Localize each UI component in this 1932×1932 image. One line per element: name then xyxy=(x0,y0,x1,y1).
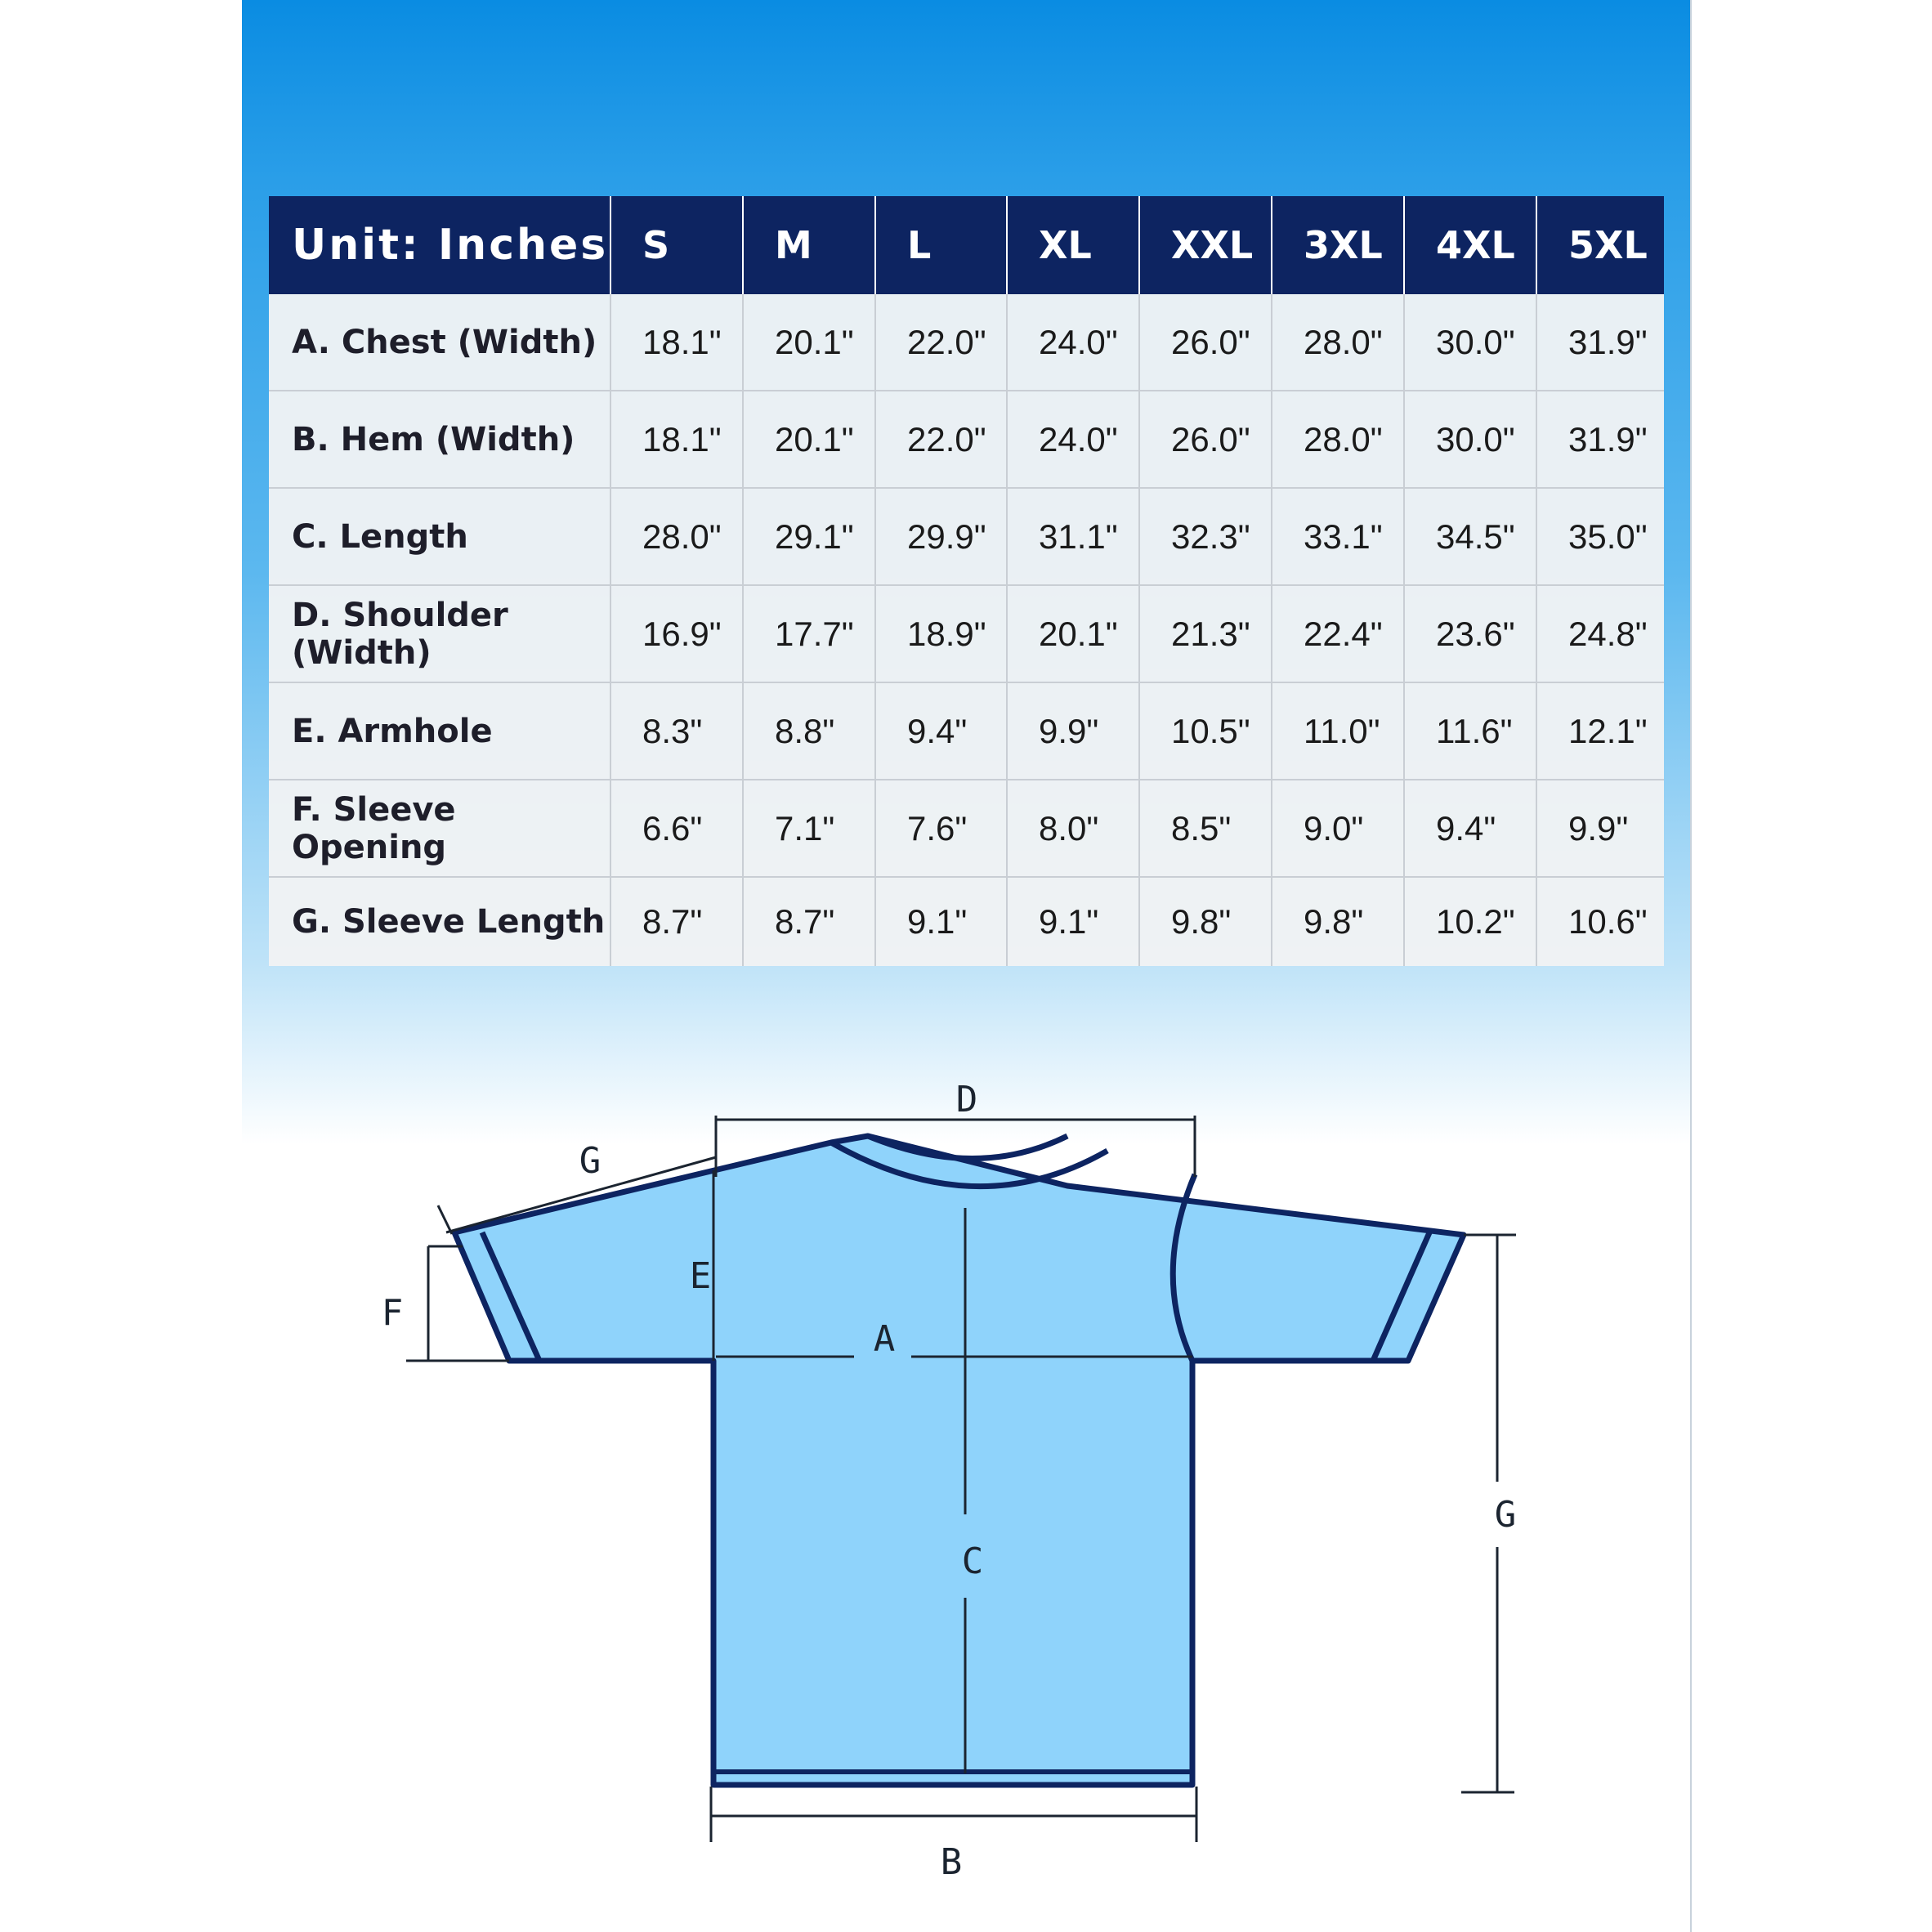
measurement-value: 28.0" xyxy=(1272,294,1404,391)
measurement-value: 24.8" xyxy=(1536,585,1664,682)
measurement-value: 8.8" xyxy=(743,682,875,780)
measurement-value: 22.4" xyxy=(1272,585,1404,682)
measurement-value: 17.7" xyxy=(743,585,875,682)
measurement-value: 20.1" xyxy=(1007,585,1139,682)
measurement-value: 10.2" xyxy=(1404,877,1536,966)
measurement-value: 34.5" xyxy=(1404,488,1536,585)
measurement-value: 33.1" xyxy=(1272,488,1404,585)
measurement-value: 24.0" xyxy=(1007,294,1139,391)
label-b: B xyxy=(940,1841,963,1883)
size-header-3xl: 3XL xyxy=(1272,196,1404,294)
measurement-value: 7.6" xyxy=(875,780,1007,877)
label-d: D xyxy=(955,1079,978,1120)
measurement-value: 11.6" xyxy=(1404,682,1536,780)
measurement-value: 8.5" xyxy=(1139,780,1272,877)
size-header-l: L xyxy=(875,196,1007,294)
measurement-value: 9.8" xyxy=(1139,877,1272,966)
label-f: F xyxy=(381,1292,404,1334)
measurement-value: 31.9" xyxy=(1536,391,1664,488)
measurement-value: 29.1" xyxy=(743,488,875,585)
measurement-value: 31.9" xyxy=(1536,294,1664,391)
measurement-label: D. Shoulder (Width) xyxy=(269,585,610,682)
measurement-value: 18.9" xyxy=(875,585,1007,682)
measurement-value: 9.4" xyxy=(875,682,1007,780)
measurement-value: 9.4" xyxy=(1404,780,1536,877)
measurement-value: 32.3" xyxy=(1139,488,1272,585)
measurement-value: 30.0" xyxy=(1404,294,1536,391)
measurement-value: 9.1" xyxy=(875,877,1007,966)
measurement-value: 9.1" xyxy=(1007,877,1139,966)
measurement-value: 9.9" xyxy=(1536,780,1664,877)
size-header-s: S xyxy=(610,196,743,294)
size-header-4xl: 4XL xyxy=(1404,196,1536,294)
measurement-value: 18.1" xyxy=(610,294,743,391)
measurement-label: C. Length xyxy=(269,488,610,585)
measurement-value: 24.0" xyxy=(1007,391,1139,488)
measurement-value: 21.3" xyxy=(1139,585,1272,682)
measurement-value: 18.1" xyxy=(610,391,743,488)
label-c: C xyxy=(961,1541,984,1582)
measurement-value: 26.0" xyxy=(1139,391,1272,488)
measurement-value: 22.0" xyxy=(875,391,1007,488)
g-left-tick xyxy=(438,1205,452,1234)
measurement-value: 9.9" xyxy=(1007,682,1139,780)
measurement-value: 29.9" xyxy=(875,488,1007,585)
measurement-value: 28.0" xyxy=(610,488,743,585)
measurement-value: 31.1" xyxy=(1007,488,1139,585)
measurement-value: 23.6" xyxy=(1404,585,1536,682)
label-g-left: G xyxy=(579,1140,602,1182)
measurement-label: A. Chest (Width) xyxy=(269,294,610,391)
unit-label: Unit: Inches xyxy=(269,196,610,294)
measurement-label: E. Armhole xyxy=(269,682,610,780)
measurement-value: 10.5" xyxy=(1139,682,1272,780)
measurement-value: 12.1" xyxy=(1536,682,1664,780)
measurement-value: 9.0" xyxy=(1272,780,1404,877)
measurement-value: 26.0" xyxy=(1139,294,1272,391)
measurement-label: B. Hem (Width) xyxy=(269,391,610,488)
measurement-value: 22.0" xyxy=(875,294,1007,391)
measurement-value: 8.7" xyxy=(743,877,875,966)
measurement-label: G. Sleeve Length xyxy=(269,877,610,966)
measurement-value: 8.7" xyxy=(610,877,743,966)
measurement-value: 8.3" xyxy=(610,682,743,780)
size-header-xxl: XXL xyxy=(1139,196,1272,294)
measurement-value: 30.0" xyxy=(1404,391,1536,488)
label-g-right: G xyxy=(1494,1494,1517,1536)
label-a: A xyxy=(873,1318,896,1360)
measurement-value: 28.0" xyxy=(1272,391,1404,488)
measurement-value: 20.1" xyxy=(743,391,875,488)
measurement-value: 7.1" xyxy=(743,780,875,877)
measurement-value: 16.9" xyxy=(610,585,743,682)
measurement-value: 9.8" xyxy=(1272,877,1404,966)
size-header-xl: XL xyxy=(1007,196,1139,294)
label-e: E xyxy=(689,1255,712,1297)
measurement-value: 11.0" xyxy=(1272,682,1404,780)
measurement-value: 35.0" xyxy=(1536,488,1664,585)
tshirt-shape xyxy=(454,1136,1464,1785)
measurement-value: 8.0" xyxy=(1007,780,1139,877)
measurement-value: 20.1" xyxy=(743,294,875,391)
size-header-5xl: 5XL xyxy=(1536,196,1664,294)
measurement-value: 6.6" xyxy=(610,780,743,877)
measurement-label: F. Sleeve Opening xyxy=(269,780,610,877)
measurement-value: 10.6" xyxy=(1536,877,1664,966)
size-header-m: M xyxy=(743,196,875,294)
